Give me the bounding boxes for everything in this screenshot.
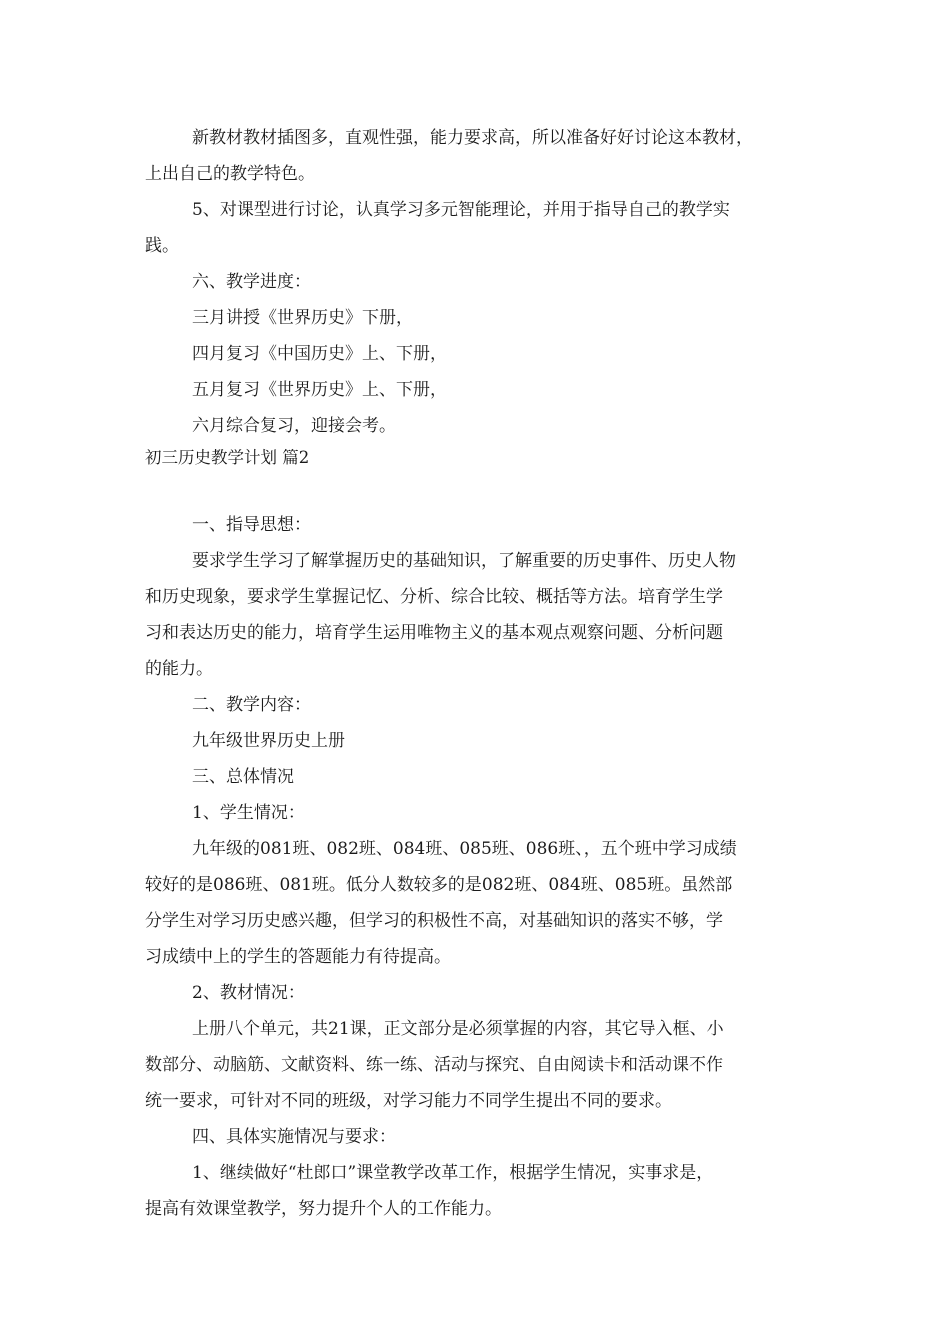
paragraph-line: 习和表达历史的能力，培育学生运用唯物主义的基本观点观察问题、分析问题: [145, 623, 723, 643]
paragraph-line: 5、对课型进行讨论，认真学习多元智能理论，并用于指导自己的教学实: [192, 200, 730, 220]
paragraph-line: 九年级的081班、082班、084班、085班、086班、，五个班中学习成绩: [192, 839, 737, 859]
section-heading: 一、指导思想：: [192, 515, 311, 535]
subsection-heading: 1、学生情况：: [192, 803, 305, 823]
section-heading: 四、具体实施情况与要求：: [192, 1127, 396, 1147]
section-heading: 二、教学内容：: [192, 695, 311, 715]
paragraph-line: 的能力。: [145, 659, 213, 679]
paragraph-line: 四月复习《中国历史》上、下册，: [192, 344, 447, 364]
paragraph-line: 五月复习《世界历史》上、下册，: [192, 380, 447, 400]
paragraph-line: 三月讲授《世界历史》下册，: [192, 308, 413, 328]
paragraph-line: 较好的是086班、081班。低分人数较多的是082班、084班、085班。虽然部: [145, 875, 733, 895]
paragraph-line: 1、继续做好“杜郎口”课堂教学改革工作，根据学生情况，实事求是，: [192, 1163, 714, 1183]
paragraph-line: 和历史现象，要求学生掌握记忆、分析、综合比较、概括等方法。培育学生学: [145, 587, 723, 607]
paragraph-line: 统一要求，可针对不同的班级，对学习能力不同学生提出不同的要求。: [145, 1091, 672, 1111]
paragraph-line: 践。: [145, 236, 179, 256]
paragraph-line: 提高有效课堂教学，努力提升个人的工作能力。: [145, 1199, 502, 1219]
paragraph-line: 上出自己的教学特色。: [145, 164, 315, 184]
paragraph-line: 六月综合复习，迎接会考。: [192, 416, 396, 436]
section-heading: 三、总体情况: [192, 767, 294, 787]
section-heading: 六、教学进度：: [192, 272, 311, 292]
paragraph-line: 九年级世界历史上册: [192, 731, 345, 751]
paragraph-line: 习成绩中上的学生的答题能力有待提高。: [145, 947, 451, 967]
paragraph-line: 上册八个单元，共21课，正文部分是必须掌握的内容，其它导入框、小: [192, 1019, 724, 1039]
article-title: 初三历史教学计划 篇2: [145, 448, 310, 467]
paragraph-line: 分学生对学习历史感兴趣，但学习的积极性不高，对基础知识的落实不够，学: [145, 911, 723, 931]
paragraph-line: 数部分、动脑筋、文献资料、练一练、活动与探究、自由阅读卡和活动课不作: [145, 1055, 723, 1075]
paragraph-line: 新教材教材插图多，直观性强，能力要求高，所以准备好好讨论这本教材，: [192, 128, 753, 148]
paragraph-line: 要求学生学习了解掌握历史的基础知识，了解重要的历史事件、历史人物: [192, 551, 736, 571]
subsection-heading: 2、教材情况：: [192, 983, 305, 1003]
